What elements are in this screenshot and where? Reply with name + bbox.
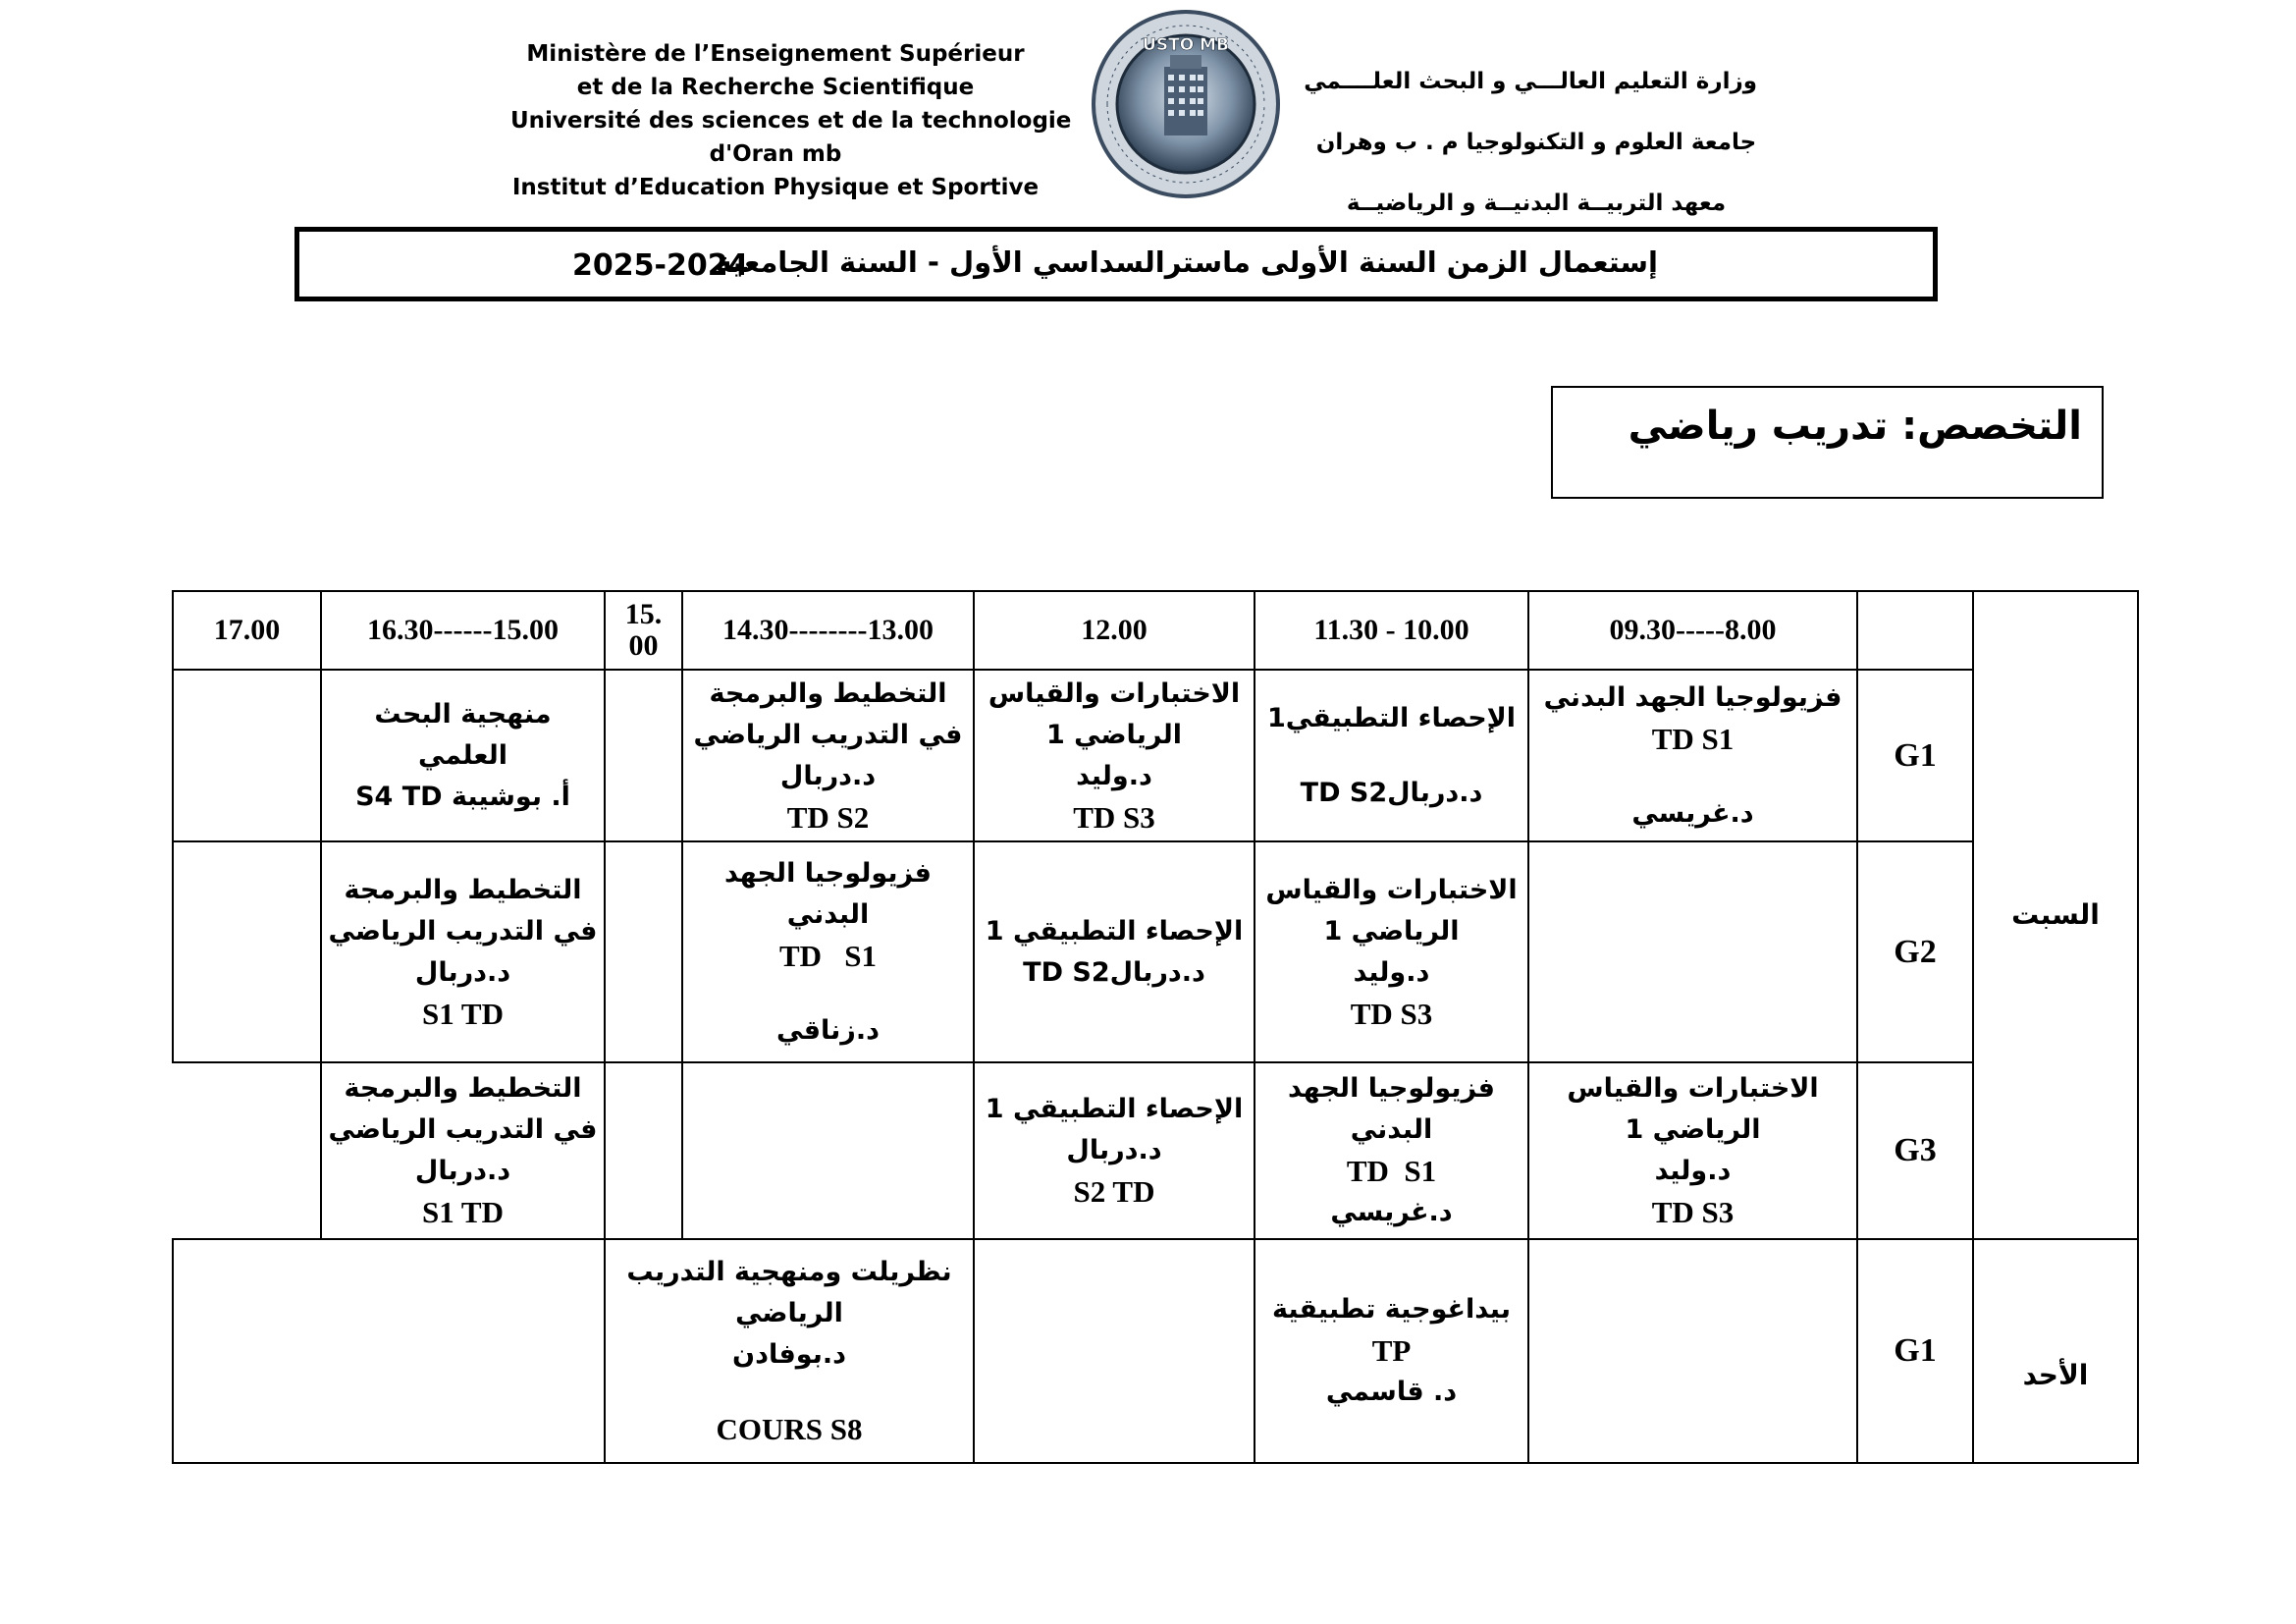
room-code: TD S1 bbox=[1651, 721, 1735, 756]
time-slot-6: 16.30------15.00 bbox=[321, 591, 605, 670]
time-slot-4: 14.30--------13.00 bbox=[682, 591, 974, 670]
empty-cell bbox=[1528, 1239, 1857, 1463]
session-cell bbox=[1255, 841, 1528, 1062]
course-name: التخطيط والبرمجة bbox=[344, 874, 582, 905]
day-saturday: السبت bbox=[1973, 591, 2138, 1239]
group-g3: G3 bbox=[1857, 1062, 1973, 1239]
teacher: د.دربال bbox=[414, 1156, 511, 1186]
session-cell bbox=[974, 1062, 1255, 1239]
row-sat-g2 bbox=[173, 841, 2138, 1062]
session-cell bbox=[321, 1062, 605, 1239]
course-name: فزيولوجيا الجهد bbox=[724, 857, 932, 889]
room-code: TP bbox=[1371, 1333, 1412, 1368]
time-slot-3: 12.00 bbox=[974, 591, 1255, 670]
course-name: الإحصاء التطبيقي 1 bbox=[985, 915, 1244, 947]
course-name: الرياضي 1 bbox=[1045, 719, 1183, 750]
teacher: د.دربال bbox=[779, 760, 877, 791]
group-g1-sunday: G1 bbox=[1857, 1239, 1973, 1463]
break-cell bbox=[605, 841, 682, 1062]
session-cell bbox=[321, 670, 605, 841]
course-name: منهجية البحث bbox=[374, 698, 552, 730]
room-code: TD S3 bbox=[1073, 799, 1155, 835]
teacher: د.وليد bbox=[1654, 1156, 1732, 1186]
course-name: التخطيط والبرمجة bbox=[709, 677, 947, 709]
course-name: الاختبارات والقياس bbox=[1265, 874, 1518, 905]
teacher-room: أ. بوشيبة S4 TD bbox=[355, 781, 570, 812]
header-ar-line: معهد التربيــة البدنيــة و الرياضيــة bbox=[1346, 190, 1727, 216]
room-code: TD S1 bbox=[778, 938, 878, 973]
session-cell bbox=[682, 670, 974, 841]
session-cell bbox=[1528, 670, 1857, 841]
university-logo bbox=[1088, 6, 1284, 202]
break-cell bbox=[605, 670, 682, 841]
row-sat-g1 bbox=[173, 670, 2138, 841]
session-cell bbox=[605, 1239, 974, 1463]
empty-cell bbox=[974, 1239, 1255, 1463]
teacher-room: د.دربالTD S2 bbox=[1023, 956, 1205, 988]
session-cell bbox=[1255, 1239, 1528, 1463]
room-code: TD S1 bbox=[1346, 1154, 1437, 1188]
session-cell bbox=[1255, 670, 1528, 841]
course-name: الإحصاء التطبيقي 1 bbox=[985, 1094, 1244, 1124]
room-code: S2 TD bbox=[1073, 1174, 1155, 1209]
course-name: الاختبارات والقياس bbox=[988, 677, 1241, 709]
schedule-title-box bbox=[294, 227, 1938, 301]
header-arabic bbox=[1304, 51, 1757, 234]
group-g1: G1 bbox=[1857, 670, 1973, 841]
row-sat-g3 bbox=[173, 1062, 2138, 1239]
header-fr-line: et de la Recherche Scientifique bbox=[576, 75, 975, 100]
empty-header-cell bbox=[1857, 591, 1973, 670]
room-code: TD S3 bbox=[1350, 996, 1433, 1031]
time-slot-7: 17.00 bbox=[173, 591, 321, 670]
header-ar-line: وزارة التعليم العالـــي و البحث العلــــمي bbox=[1304, 69, 1757, 94]
teacher: د.زناقي bbox=[776, 1014, 880, 1046]
session-cell bbox=[974, 670, 1255, 841]
academic-year: 2025-2024 bbox=[572, 248, 749, 283]
course-name: نظريلت ومنهجية التدريب bbox=[626, 1257, 952, 1287]
course-name: التخطيط والبرمجة bbox=[344, 1073, 582, 1104]
course-name: فزيولوجيا الجهد bbox=[1288, 1073, 1495, 1104]
header-ar-line: جامعة العلوم و التكنولوجيا م . ب وهران bbox=[1315, 130, 1757, 155]
session-cell bbox=[682, 841, 974, 1062]
empty-cell bbox=[173, 670, 321, 841]
room-code: S1 TD bbox=[422, 1195, 504, 1229]
specialty-box bbox=[1551, 386, 2104, 499]
row-sun-g1 bbox=[173, 1239, 2138, 1463]
session-cell bbox=[321, 841, 605, 1062]
course-name: البدني bbox=[786, 898, 870, 930]
group-g2: G2 bbox=[1857, 841, 1973, 1062]
time-header-row bbox=[173, 591, 2138, 670]
course-name: في التدريب الرياضي bbox=[328, 1114, 598, 1145]
teacher: د. قاسمي bbox=[1325, 1377, 1458, 1407]
course-name: الاختبارات والقياس bbox=[1567, 1073, 1819, 1104]
header-fr-line: d'Oran mb bbox=[709, 141, 842, 167]
empty-cell bbox=[173, 1062, 321, 1239]
time-slot-1: 09.30-----8.00 bbox=[1528, 591, 1857, 670]
teacher: د.غريسي bbox=[1330, 1197, 1453, 1227]
time-slot-2: 11.30 - 10.00 bbox=[1255, 591, 1528, 670]
room-code: TD S2 bbox=[786, 799, 870, 835]
course-name: الرياضي 1 bbox=[1625, 1114, 1761, 1145]
teacher: د.وليد bbox=[1353, 956, 1430, 988]
empty-cell bbox=[173, 1239, 605, 1463]
day-sunday: الأحد bbox=[1973, 1239, 2138, 1463]
teacher: د.دربال bbox=[1066, 1135, 1162, 1165]
course-name: في التدريب الرياضي bbox=[693, 719, 963, 750]
teacher: د.دربال bbox=[414, 956, 511, 988]
course-name: الرياضي bbox=[735, 1298, 843, 1328]
empty-cell bbox=[682, 1062, 974, 1239]
time-slot-break: 15. 00 bbox=[605, 591, 682, 670]
course-name: البدني bbox=[1350, 1114, 1433, 1145]
room-code: TD S3 bbox=[1651, 1195, 1735, 1229]
header-fr-line: Ministère de l’Enseignement Supérieur bbox=[526, 41, 1025, 67]
course-name: في التدريب الرياضي bbox=[328, 915, 598, 947]
course-name: الرياضي 1 bbox=[1323, 915, 1460, 947]
schedule-title: إستعمال الزمن السنة الأولى ماسترالسداسي الأول - السنة الجامعية bbox=[715, 245, 1658, 279]
teacher: د.وليد bbox=[1076, 760, 1152, 791]
course-name: فزيولوجيا الجهد البدني bbox=[1543, 681, 1842, 713]
teacher: د.بوفادن bbox=[732, 1339, 846, 1370]
header-fr-line: Institut d’Education Physique et Sportive bbox=[511, 175, 1040, 200]
session-cell bbox=[974, 841, 1255, 1062]
room-code: COURS S8 bbox=[716, 1412, 863, 1446]
teacher-room: د.دربالTD S2 bbox=[1300, 777, 1483, 808]
header-fr-line: Université des sciences et de la technologie bbox=[510, 108, 1072, 134]
teacher: د.غريسي bbox=[1631, 797, 1754, 829]
session-cell bbox=[1255, 1062, 1528, 1239]
timetable bbox=[172, 590, 2139, 1464]
course-name: العلمي bbox=[417, 739, 508, 771]
empty-cell bbox=[1528, 841, 1857, 1062]
course-name: الإحصاء التطبيقي1 bbox=[1266, 702, 1517, 733]
header-french bbox=[510, 37, 1072, 204]
session-cell bbox=[1528, 1062, 1857, 1239]
logo-text: USTO MB bbox=[1143, 35, 1229, 55]
specialty-label: التخصص: تدريب رياضي bbox=[1628, 404, 2082, 449]
empty-cell bbox=[173, 841, 321, 1062]
course-name: بيداغوجية تطبيقية bbox=[1272, 1294, 1511, 1325]
break-cell bbox=[605, 1062, 682, 1239]
room-code: S1 TD bbox=[422, 996, 504, 1031]
